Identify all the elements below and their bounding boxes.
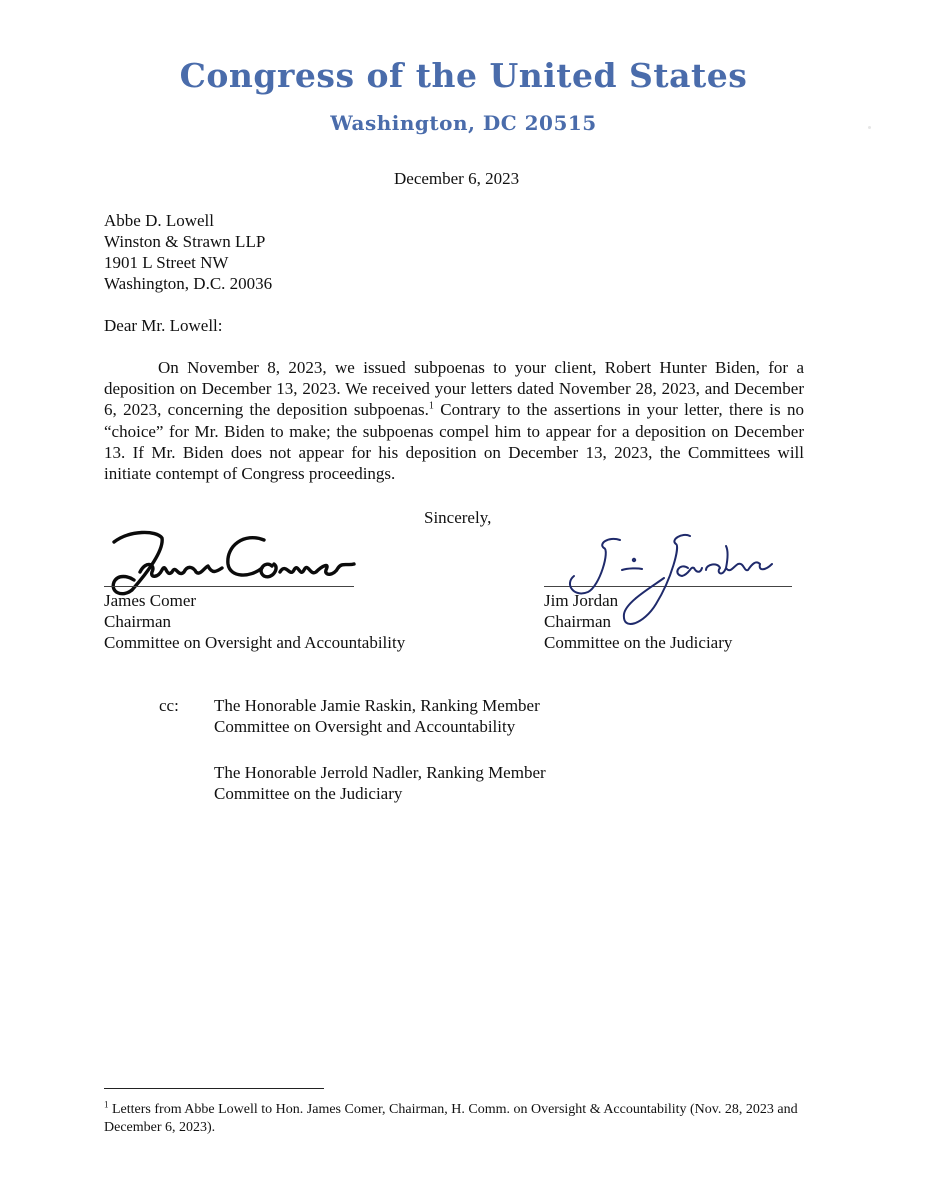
cc-recipient-name: The Honorable Jamie Raskin, Ranking Member <box>214 696 540 715</box>
recipient-firm: Winston & Strawn LLP <box>104 232 266 251</box>
signatory-title-jordan: Chairman <box>544 612 612 631</box>
scan-speck <box>868 126 871 129</box>
letter-date: December 6, 2023 <box>394 169 520 188</box>
cc-recipient-name: The Honorable Jerrold Nadler, Ranking Member <box>214 763 546 782</box>
signature-comer <box>104 520 364 600</box>
footnote-reference: 1 <box>428 400 434 412</box>
body-text-part1: On November 8, 2023, we issued subpoenas to your client, Robert Hunter Biden, for a deposition on December 13, 2023. We received your letters dated November 28, 2023, and December 6, 2023, concerning the deposition subpoenas. <box>104 358 804 420</box>
closing: Sincerely, <box>424 508 492 527</box>
footnote-separator <box>104 1088 324 1089</box>
signatory-committee-jordan: Committee on the Judiciary <box>544 633 733 652</box>
signatory-name-jordan: Jim Jordan <box>544 591 619 610</box>
body-text-part2: Contrary to the assertions in your letter, there is no “choice” for Mr. Biden to make; the subpoenas compel him to appear for a deposition on December 13. If Mr. Biden does not appear for his deposition on December 13, 2023, the Committees will initiate contempt of Congress proceedings. <box>104 400 804 484</box>
cc-recipient-committee: Committee on the Judiciary <box>214 784 403 803</box>
footnote-number: 1 <box>104 1099 109 1110</box>
letterhead-address: Washington, DC 20515 <box>330 111 597 135</box>
signature-jordan <box>560 528 790 638</box>
recipient-name: Abbe D. Lowell <box>104 211 215 230</box>
salutation: Dear Mr. Lowell: <box>104 316 223 335</box>
footnote <box>104 1101 824 1137</box>
signatory-committee-comer: Committee on Oversight and Accountability <box>104 633 406 652</box>
signatory-title-comer: Chairman <box>104 612 172 631</box>
footnote-text: Letters from Abbe Lowell to Hon. James Comer, Chairman, H. Comm. on Oversight & Accountability (Nov. 28, 2023 and December 6, 2023). <box>104 1102 798 1135</box>
recipient-street: 1901 L Street NW <box>104 253 229 272</box>
recipient-city: Washington, D.C. 20036 <box>104 274 273 293</box>
cc-recipient-committee: Committee on Oversight and Accountability <box>214 717 516 736</box>
cc-label: cc: <box>159 696 179 715</box>
signatory-name-comer: James Comer <box>104 591 197 610</box>
letterhead-title: Congress of the United States <box>179 56 748 95</box>
body-paragraph <box>104 357 804 484</box>
signature-line-comer <box>104 586 354 587</box>
